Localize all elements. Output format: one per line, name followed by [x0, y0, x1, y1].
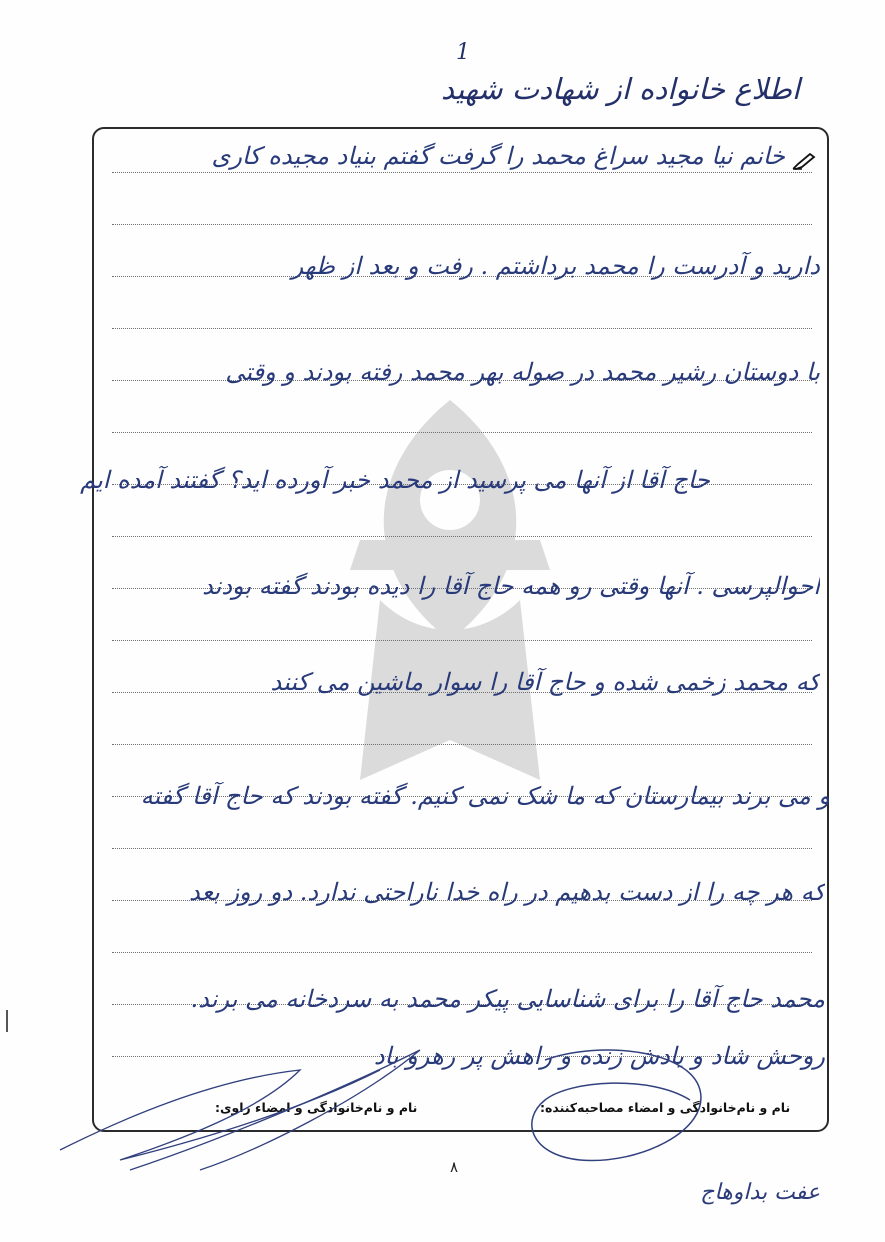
dotted-line [112, 172, 812, 173]
dotted-line [112, 224, 812, 225]
page-heading [420, 40, 800, 106]
interviewer-signature-label: نام و نام‌خانوادگی و امضاء مصاحبه‌کننده: [540, 1100, 791, 1115]
handwritten-line: دارید و آدرست را محمد برداشتم . رفت و بعد از ظهر [291, 252, 820, 280]
handwritten-line: که محمد زخمی شده و حاج آقا را سوار ماشین می کنند [270, 668, 820, 696]
dotted-line [112, 432, 812, 433]
edge-mark [6, 1010, 8, 1032]
dotted-line [112, 848, 812, 849]
page-number: ۸ [450, 1158, 459, 1176]
heading-text: اطلاع خانواده از شهادت شهید [440, 72, 800, 106]
handwritten-line: محمد حاج آقا را برای شناسایی پیکر محمد به سردخانه می برند. [190, 985, 825, 1013]
handwritten-line: خانم نیا مجید سراغ محمد را گرفت گفتم بنیاد مجیده کاری [211, 142, 785, 170]
dotted-line [112, 640, 812, 641]
narrator-signature-label: نام و نام‌خانوادگی و امضاء راوی: [215, 1100, 418, 1115]
handwritten-line: و می برند بیمارستان که ما شک نمی کنیم. گفته بودند که حاج آقا گفته [140, 782, 830, 810]
handwritten-line: روحش شاد و یادش زنده و راهش پر رهرو باد [373, 1042, 825, 1070]
dotted-line [112, 536, 812, 537]
handwritten-line: حاج آقا از آنها می پرسید از محمد خبر آورده اید؟ گفتند آمده ایم [80, 466, 710, 494]
handwritten-line: که هر چه را از دست بدهیم در راه خدا ناراحتی ندارد. دو روز بعد [188, 878, 825, 906]
dotted-line [112, 328, 812, 329]
pen-writing-icon [792, 152, 816, 170]
narrator-signature: عفت بداوهاج [700, 1180, 820, 1205]
dotted-line [112, 744, 812, 745]
handwritten-line: احوالپرسی . آنها وقتی رو همه حاج آقا را دیده بودند گفته بودند [202, 572, 820, 600]
dotted-line [112, 952, 812, 953]
heading-number: 1 [456, 40, 470, 65]
handwritten-line: با دوستان رشیر محمد در صوله بهر محمد رفته بودند و وقتی [225, 358, 820, 386]
